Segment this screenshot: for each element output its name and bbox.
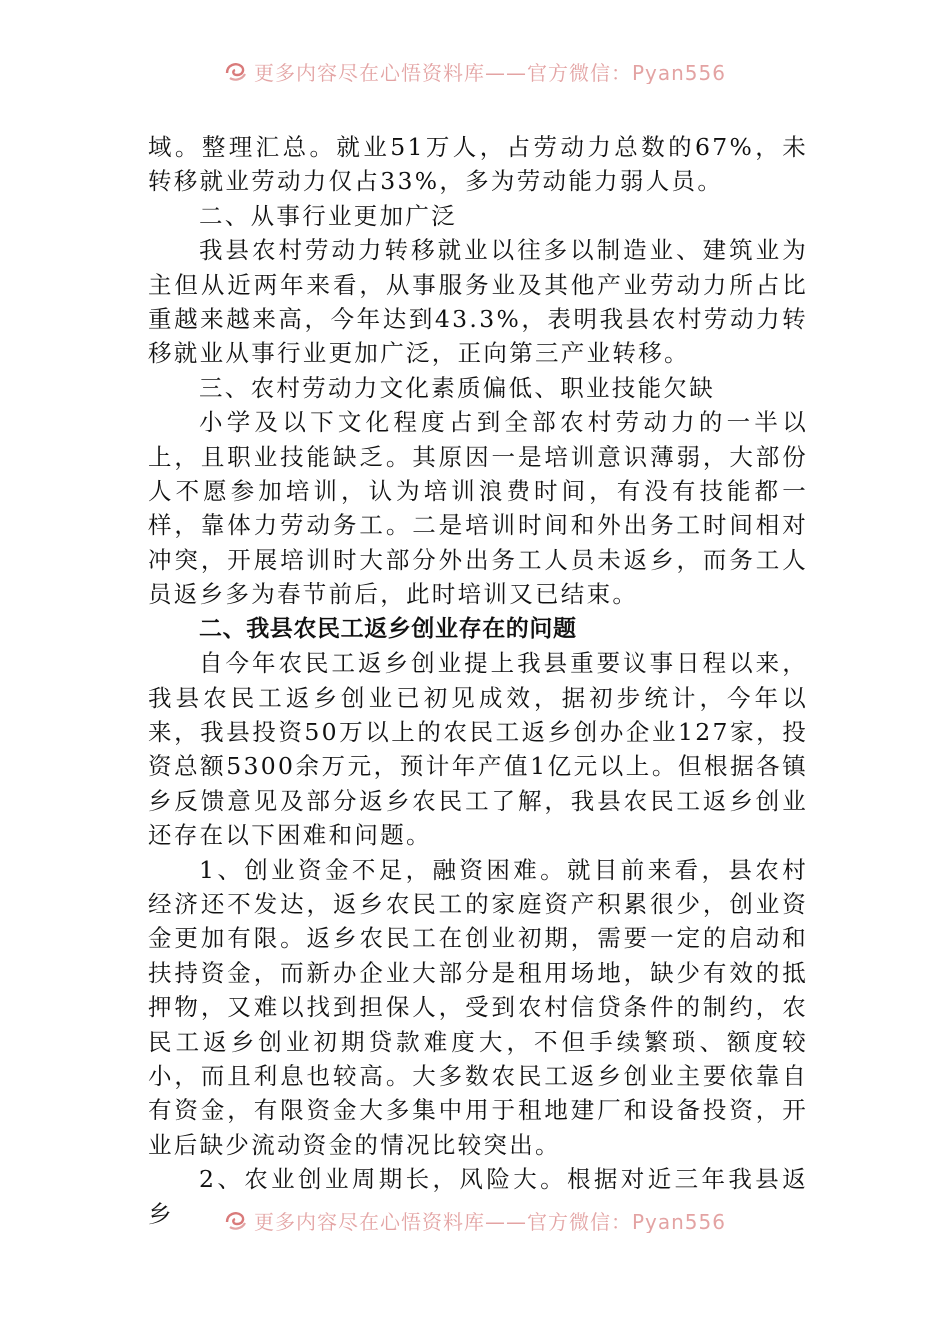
swirl-logo-icon [224,1209,248,1231]
paragraph: 自今年农民工返乡创业提上我县重要议事日程以来，我县农民工返乡创业已初见成效，据初步统计，今年以来，我县投资50万以上的农民工返乡创办企业127家，投资总额5300余万元，预计年产值1亿元以上。但根据各镇乡反馈意见及部分返乡农民工了解，我县农民工返乡创业还存在以下困难和问题。 [148,649,808,850]
watermark-text: 更多内容尽在心悟资料库——官方微信：Pyan556 [253,1209,726,1233]
section-heading: 二、从事行业更加广泛 [199,201,457,230]
swirl-logo-icon [224,60,248,82]
watermark-text: 更多内容尽在心悟资料库——官方微信：Pyan556 [253,60,726,84]
bold-section-heading: 二、我县农民工返乡创业存在的问题 [199,615,577,642]
section-heading: 三、农村劳动力文化素质偏低、职业技能欠缺 [199,373,715,402]
paragraph: 我县农村劳动力转移就业以往多以制造业、建筑业为主但从近两年来看，从事服务业及其他产业劳动力所占比重越来越来高，今年达到43.3%，表明我县农村劳动力转移就业从事行业更加广泛，正向第三产业转移。 [148,236,808,368]
paragraph: 小学及以下文化程度占到全部农村劳动力的一半以上，且职业技能缺乏。其原因一是培训意识薄弱，大部份人不愿参加培训，认为培训浪费时间，有没有技能都一样，靠体力劳动务工。二是培训时间和外出务工时间相对冲突，开展培训时大部分外出务工人员未返乡，而务工人员返乡多为春节前后，此时培训又已结束。 [148,408,808,609]
footer-watermark [0,1207,950,1233]
paragraph: 1、创业资金不足，融资困难。就目前来看，县农村经济还不发达，返乡农民工的家庭资产积累很少，创业资金更加有限。返乡农民工在创业初期，需要一定的启动和扶持资金，而新办企业大部分是租用场地，缺少有效的抵押物，又难以找到担保人，受到农村信贷条件的制约，农民工返乡创业初期贷款难度大，不但手续繁琐、额度较小，而且利息也较高。大多数农民工返乡创业主要依靠自有资金，有限资金大多集中用于租地建厂和设备投资，开业后缺少流动资金的情况比较突出。 [148,855,808,1159]
document-body [148,130,808,1231]
paragraph: 2、农业创业周期长，风险大。根据对近三年我县返乡 [148,1165,808,1228]
header-watermark [0,58,950,84]
paragraph: 域。整理汇总。就业51万人，占劳动力总数的67%，未转移就业劳动力仅占33%，多为劳动能力弱人员。 [148,133,808,196]
